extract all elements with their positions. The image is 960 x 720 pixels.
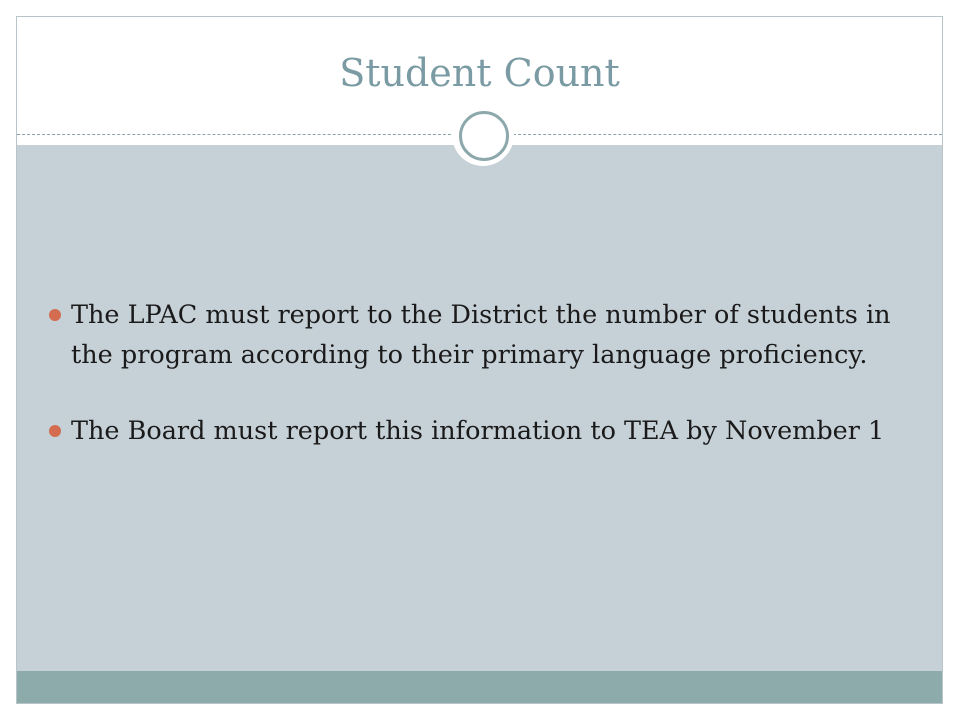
bullet-item [49,411,909,451]
slide-title: Student Count [339,51,620,95]
bullet-text: The Board must report this information to TEA by November 1 [71,416,885,446]
bullet-list [49,295,909,487]
content-area [17,145,942,671]
bullet-item [49,295,909,375]
bullet-text: The LPAC must report to the District the number of students in the program according to their primary language proficiency. [71,300,891,370]
bullet-dot-icon [49,425,61,437]
slide [16,16,943,704]
bullet-dot-icon [49,309,61,321]
ring-ornament-icon [459,111,509,161]
footer-band [17,671,942,704]
